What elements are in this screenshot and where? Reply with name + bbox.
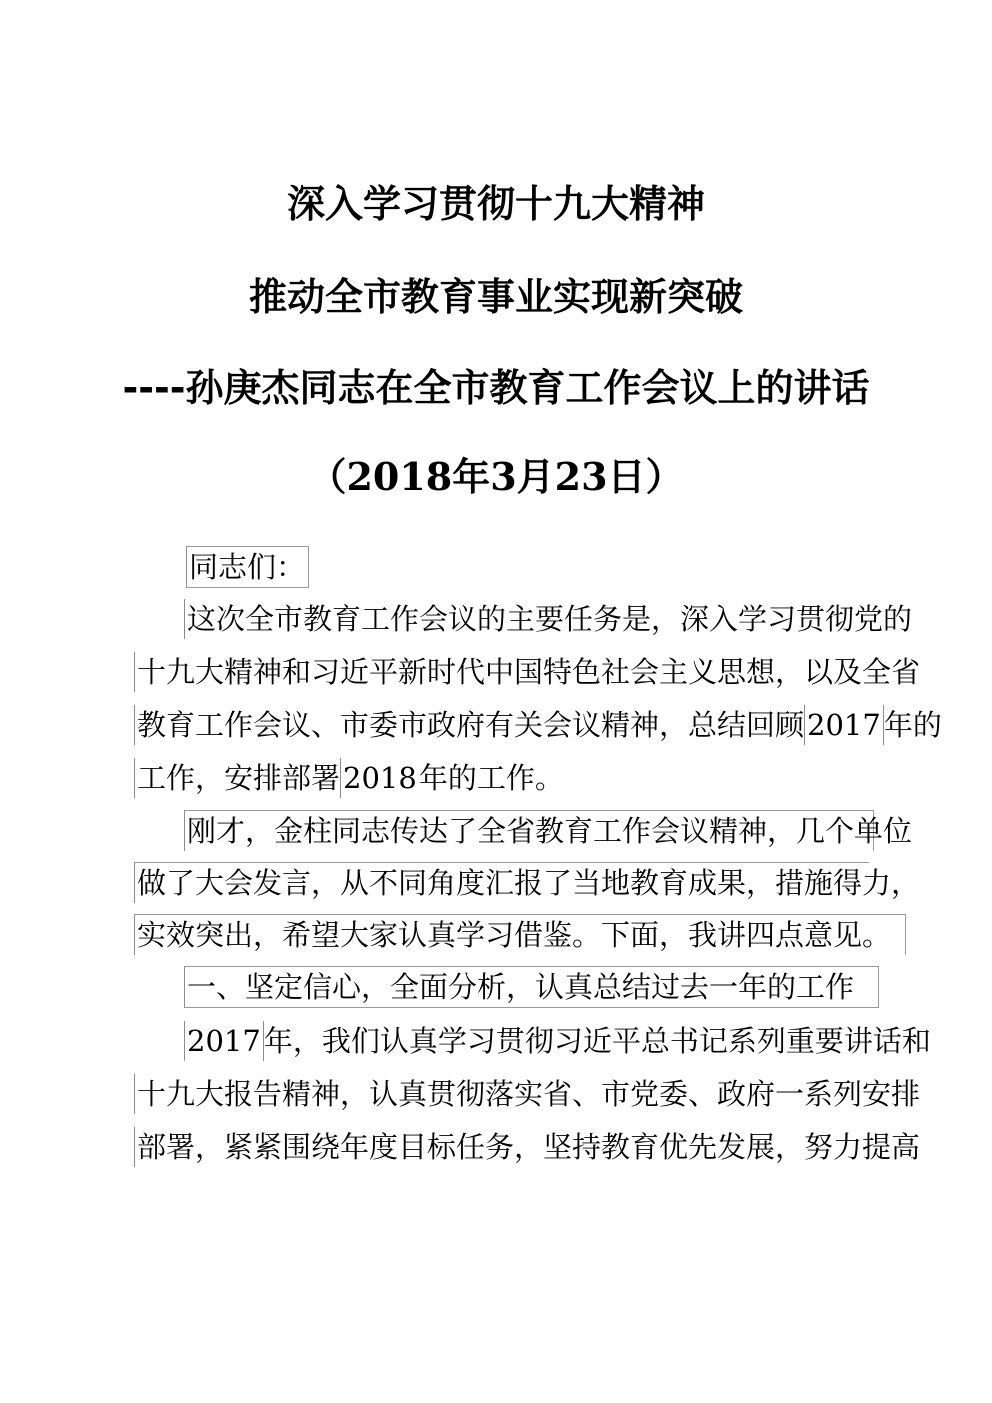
paragraph-3-line-3: 部署，紧紧围绕年度目标任务，坚持教育优先发展，努力提高 <box>134 1127 869 1167</box>
year-2017-inline: 2017 <box>804 705 884 745</box>
title-line-1: 深入学习贯彻十九大精神 <box>286 182 705 226</box>
paragraph-2-line-2: 做了大会发言，从不同角度汇报了当地教育成果，措施得力， <box>134 862 869 903</box>
paragraph-3-line-1 <box>184 1021 931 1061</box>
speech-date: （2018年3月23日） <box>308 454 684 499</box>
subtitle-speaker: ----孙庚杰同志在全市教育工作会议上的讲话 <box>122 366 870 410</box>
paragraph-2-line-1: 刚才，金柱同志传达了全省教育工作会议精神，几个单位 <box>184 810 874 851</box>
paragraph-1-line-4-end: 年的工作。 <box>418 761 564 795</box>
paragraph-3-line-1-text: 年，我们认真学习贯彻习近平总书记系列重要讲话和 <box>263 1024 931 1058</box>
title-line-2: 推动全市教育事业实现新突破 <box>248 275 743 319</box>
paragraph-1-line-3-end: 年的 <box>883 708 942 742</box>
paragraph-1-line-4-text: 工作，安排部署 <box>137 761 341 795</box>
year-2018-inline: 2018 <box>340 758 419 798</box>
paragraph-1-line-2: 十九大精神和习近平新时代中国特色社会主义思想，以及全省 <box>134 652 869 692</box>
paragraph-2-line-3: 实效突出，希望大家认真学习借鉴。下面，我讲四点意见。 <box>134 914 906 955</box>
year-2017-start: 2017 <box>187 1021 264 1061</box>
paragraph-1-line-3-text: 教育工作会议、市委市政府有关会议精神，总结回顾 <box>137 708 805 742</box>
salutation-text: 同志们： <box>186 546 309 588</box>
section-heading-1: 一、坚定信心，全面分析，认真总结过去一年的工作 <box>184 966 879 1008</box>
paragraph-1-line-4 <box>134 758 564 798</box>
paragraph-3-line-2: 十九大报告精神，认真贯彻落实省、市党委、政府一系列安排 <box>134 1074 869 1114</box>
salutation <box>186 546 309 586</box>
paragraph-1-line-1: 这次全市教育工作会议的主要任务是，深入学习贯彻党的 <box>184 599 871 639</box>
paragraph-1-line-3 <box>134 705 942 745</box>
